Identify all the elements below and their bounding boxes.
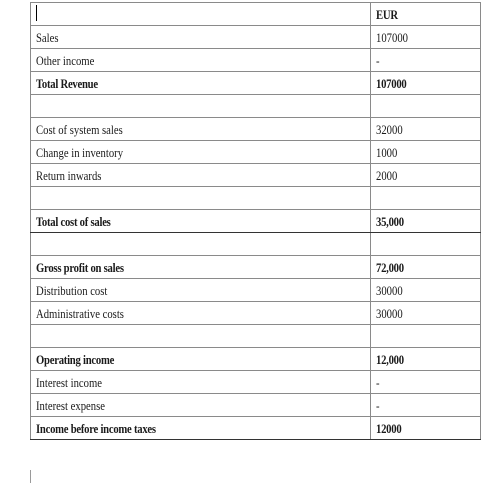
row-value-cell[interactable]: [371, 371, 481, 394]
row-label-cell[interactable]: [31, 49, 371, 72]
spacer-row: [31, 95, 481, 118]
row-value-cell[interactable]: [371, 210, 481, 233]
table-row: [31, 49, 481, 72]
row-label: Total Revenue: [36, 75, 98, 91]
header-label-cell[interactable]: [31, 3, 371, 26]
row-label-cell[interactable]: [31, 279, 371, 302]
row-label-cell[interactable]: [31, 118, 371, 141]
table-row: [31, 394, 481, 417]
currency-header: EUR: [376, 6, 398, 22]
table-row: [31, 72, 481, 95]
row-label-cell[interactable]: [31, 348, 371, 371]
empty-cell[interactable]: [371, 325, 481, 348]
row-label: Other income: [36, 52, 95, 68]
row-value-cell[interactable]: [371, 256, 481, 279]
empty-cell[interactable]: [31, 233, 371, 256]
table-row: [31, 279, 481, 302]
empty-cell[interactable]: [31, 95, 371, 118]
row-label: Operating income: [36, 351, 115, 367]
row-value: -: [376, 397, 380, 413]
row-value: 2000: [376, 167, 398, 183]
row-value: 35,000: [376, 213, 404, 229]
row-label: Total cost of sales: [36, 213, 111, 229]
table-row: [31, 118, 481, 141]
income-statement-table: [30, 2, 481, 440]
table-row: [31, 210, 481, 233]
row-value-cell[interactable]: [371, 72, 481, 95]
row-value: 32000: [376, 121, 403, 137]
row-value-cell[interactable]: [371, 141, 481, 164]
row-label: Income before income taxes: [36, 420, 156, 436]
row-value-cell[interactable]: [371, 49, 481, 72]
row-label-cell[interactable]: [31, 417, 371, 440]
empty-cell[interactable]: [371, 233, 481, 256]
row-value-cell[interactable]: [371, 164, 481, 187]
row-value-cell[interactable]: [371, 118, 481, 141]
page-edge-line: [30, 470, 31, 483]
table-row: [31, 164, 481, 187]
row-label-cell[interactable]: [31, 210, 371, 233]
row-label: Change in inventory: [36, 144, 124, 160]
table-row: [31, 348, 481, 371]
row-label-cell[interactable]: [31, 141, 371, 164]
row-value: 12000: [376, 420, 402, 436]
table-row: [31, 141, 481, 164]
row-value: 30000: [376, 282, 403, 298]
row-label: Interest income: [36, 374, 103, 390]
row-value: 12,000: [376, 351, 404, 367]
row-value-cell[interactable]: [371, 348, 481, 371]
row-value-cell[interactable]: [371, 26, 481, 49]
header-row: [31, 3, 481, 26]
row-label-cell[interactable]: [31, 394, 371, 417]
row-label-cell[interactable]: [31, 26, 371, 49]
table-row: [31, 26, 481, 49]
row-label-cell[interactable]: [31, 164, 371, 187]
row-label: Sales: [36, 29, 59, 45]
currency-header-cell[interactable]: [371, 3, 481, 26]
row-value: 107000: [376, 29, 408, 45]
table-row: [31, 371, 481, 394]
row-label: Distribution cost: [36, 282, 108, 298]
empty-cell[interactable]: [31, 325, 371, 348]
row-value: 1000: [376, 144, 398, 160]
table-row: [31, 302, 481, 325]
spacer-row: [31, 187, 481, 210]
row-value: 107000: [376, 75, 407, 91]
row-label-cell[interactable]: [31, 256, 371, 279]
row-value: -: [376, 374, 380, 390]
row-label: Gross profit on sales: [36, 259, 124, 275]
row-value-cell[interactable]: [371, 302, 481, 325]
row-value-cell[interactable]: [371, 279, 481, 302]
row-label-cell[interactable]: [31, 72, 371, 95]
empty-cell[interactable]: [371, 187, 481, 210]
empty-cell[interactable]: [371, 95, 481, 118]
row-label: Return inwards: [36, 167, 102, 183]
row-label-cell[interactable]: [31, 371, 371, 394]
row-label-cell[interactable]: [31, 302, 371, 325]
row-value-cell[interactable]: [371, 394, 481, 417]
text-cursor: [36, 5, 37, 21]
row-value-cell[interactable]: [371, 417, 481, 440]
spacer-row: [31, 233, 481, 256]
row-label: Interest expense: [36, 397, 105, 413]
row-value: 72,000: [376, 259, 404, 275]
row-value: 30000: [376, 305, 403, 321]
table-row: [31, 417, 481, 440]
table-row: [31, 256, 481, 279]
empty-cell[interactable]: [31, 187, 371, 210]
row-label: Administrative costs: [36, 305, 124, 321]
row-label: Cost of system sales: [36, 121, 123, 137]
row-value: -: [376, 52, 380, 68]
spacer-row: [31, 325, 481, 348]
